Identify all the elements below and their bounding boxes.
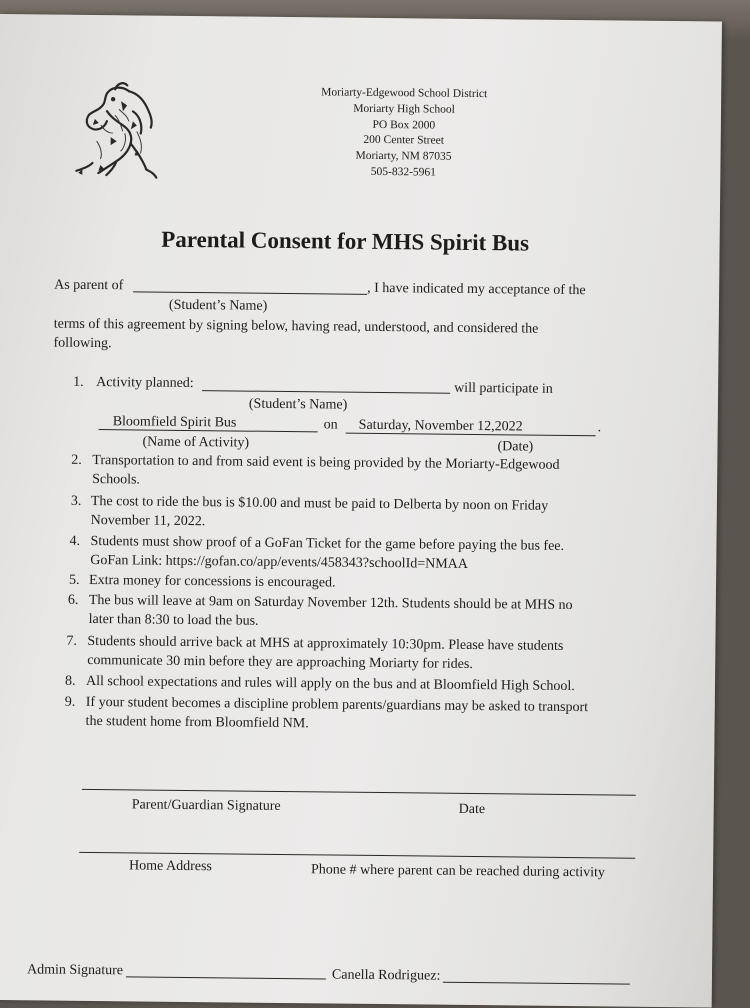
admin-signature-line[interactable] (126, 976, 326, 979)
district-name: Moriarty-Edgewood School District (321, 86, 488, 101)
item-3-line-1: The cost to ride the bus is $10.00 and must be paid to Delberta by noon on Friday (90, 493, 549, 514)
item-4-line-1: Students must show proof of a GoFan Ticket for the game before paying the bus fee. (90, 533, 565, 554)
item-5-text: Extra money for concessions is encouraged. (88, 572, 336, 591)
item-9-line-1: If your student becomes a discipline problem parents/guardians may be asked to transport (85, 694, 589, 716)
date-label: Date (458, 801, 486, 818)
item-7-line-1: Students should arrive back at MHS at approximately 10:30pm. Please have students (87, 633, 564, 654)
item-number-6: 6. (67, 592, 79, 608)
school-phone: 505-832-5961 (370, 165, 437, 179)
item-9-line-2: the student home from Bloomfield NM. (85, 713, 309, 732)
item-number-4: 4. (69, 533, 81, 549)
consent-form-page (0, 14, 722, 1008)
item-number-3: 3. (70, 493, 82, 509)
on-text: on (323, 417, 338, 433)
admin-signature-label: Admin Signature (26, 962, 124, 979)
city-state-zip: Moriarty, NM 87035 (355, 149, 452, 163)
item-number-2: 2. (71, 452, 82, 468)
parent-signature-label: Parent/Guardian Signature (131, 797, 281, 814)
canella-rodriguez-label: Canella Rodriguez: (331, 967, 441, 984)
activity-name-caption: (Name of Activity) (142, 434, 250, 451)
page-title: Parental Consent for MHS Spirit Bus (161, 226, 530, 256)
item-3-line-2: November 11, 2022. (90, 512, 206, 530)
po-box: PO Box 2000 (372, 118, 436, 132)
activity-planned-label: Activity planned: (96, 375, 194, 392)
canella-signature-line[interactable] (443, 982, 630, 985)
school-name: Moriarty High School (353, 102, 455, 116)
period: . (597, 420, 602, 436)
home-address-line[interactable] (79, 852, 635, 859)
mustang-horse-icon (70, 81, 163, 180)
item-2-line-1: Transportation to and from said event is being provided by the Moriarty-Edgewood (92, 452, 560, 473)
intro-as-parent-of: As parent of (54, 277, 124, 294)
activity-date-value: Saturday, November 12,2022 (358, 417, 523, 435)
item-number-8: 8. (64, 673, 76, 689)
parent-signature-line[interactable] (82, 789, 636, 796)
activity-name-value: Bloomfield Spirit Bus (112, 414, 237, 431)
school-letterhead (298, 85, 509, 182)
participant-name-caption: (Student’s Name) (248, 396, 348, 413)
item-number-1: 1. (73, 374, 84, 390)
intro-line-2: terms of this agreement by signing below, having read, understood, and considered the (53, 316, 539, 337)
intro-acceptance-text: , I have indicated my acceptance of the (367, 280, 586, 299)
home-address-label: Home Address (129, 858, 212, 875)
item-7-line-2: communicate 30 min before they are approaching Moriarty for rides. (87, 652, 473, 672)
gofan-link[interactable]: GoFan Link: https://gofan.co/app/events/458343?schoolId=NMAA (90, 552, 469, 572)
item-6-line-1: The bus will leave at 9am on Saturday November 12th. Students should be at MHS no (88, 592, 573, 614)
participant-name-blank[interactable] (202, 390, 450, 394)
item-number-9: 9. (64, 694, 76, 710)
item-2-line-2: Schools. (92, 471, 141, 488)
will-participate-text: will participate in (454, 380, 553, 397)
item-number-5: 5. (68, 572, 80, 588)
intro-line-3: following. (53, 335, 112, 352)
item-number-7: 7. (66, 633, 78, 649)
item-8-text: All school expectations and rules will apply on the bus and at Bloomfield High School. (85, 673, 575, 695)
parent-phone-label: Phone # where parent can be reached during activity (310, 862, 606, 881)
street-address: 200 Center Street (363, 134, 444, 148)
date-caption: (Date) (497, 439, 534, 455)
item-6-line-2: later than 8:30 to load the bus. (88, 611, 259, 629)
student-name-blank[interactable] (133, 291, 367, 294)
student-name-caption: (Student’s Name) (168, 297, 268, 314)
